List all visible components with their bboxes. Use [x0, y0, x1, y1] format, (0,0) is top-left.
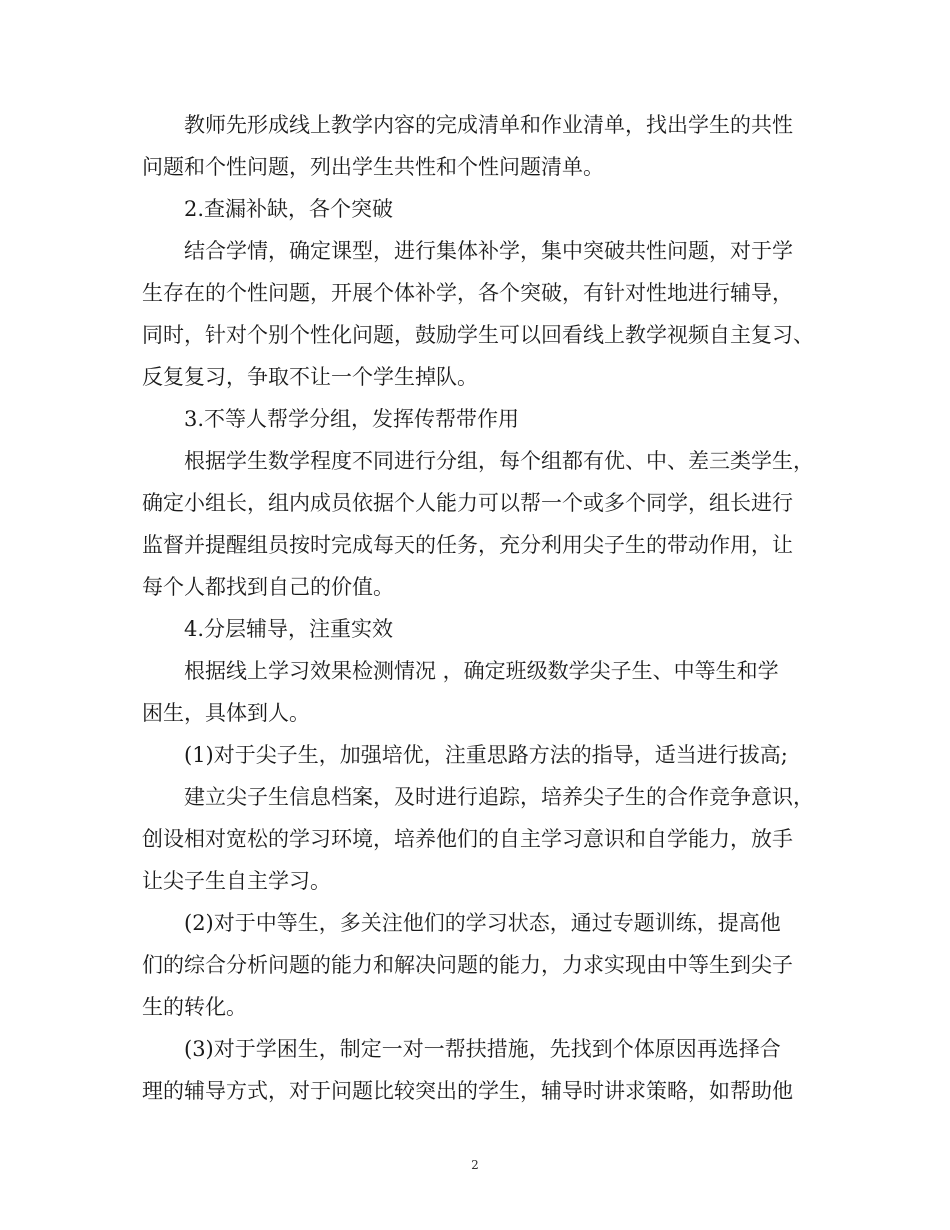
text-line: (1)对于尖子生，加强培优，注重思路方法的指导，适当进行拔高;: [184, 743, 788, 767]
text-line: 教师先形成线上教学内容的完成清单和作业清单，找出学生的共性: [184, 113, 793, 137]
body-text: [142, 104, 814, 1112]
text-line: (2)对于中等生，多关注他们的学习状态，通过专题训练，提高他: [184, 911, 781, 935]
text-line: 生的转化。: [142, 995, 247, 1019]
text-line: (3)对于学困生，制定一对一帮扶措施，先找到个体原因再选择合: [184, 1037, 781, 1061]
text-line: 创设相对宽松的学习环境，培养他们的自主学习意识和自学能力，放手: [142, 827, 793, 851]
text-line: 3.不等人帮学分组，发挥传帮带作用: [184, 407, 520, 431]
text-line: 理的辅导方式，对于问题比较突出的学生，辅导时讲求策略，如帮助他: [142, 1079, 793, 1103]
text-line: 确定小组长，组内成员依据个人能力可以帮一个或多个同学，组长进行: [142, 491, 793, 515]
text-line: 同时，针对个别个性化问题，鼓励学生可以回看线上教学视频自主复习、: [142, 323, 814, 347]
text-line: 监督并提醒组员按时完成每天的任务，充分利用尖子生的带动作用，让: [142, 533, 793, 557]
text-line: 根据线上学习效果检测情况 ，确定班级数学尖子生、中等生和学: [184, 659, 779, 683]
text-line: 反复复习，争取不让一个学生掉队。: [142, 365, 478, 389]
text-line: 困生，具体到人。: [142, 701, 310, 725]
text-line: 问题和个性问题，列出学生共性和个性问题清单。: [142, 155, 604, 179]
text-line: 建立尖子生信息档案，及时进行追踪，培养尖子生的合作竞争意识，: [184, 785, 814, 809]
page-number: 2: [471, 1158, 479, 1172]
text-line: 们的综合分析问题的能力和解决问题的能力，力求实现由中等生到尖子: [142, 953, 793, 977]
text-line: 生存在的个性问题，开展个体补学，各个突破，有针对性地进行辅导，: [142, 281, 793, 305]
text-line: 每个人都找到自己的价值。: [142, 575, 394, 599]
text-line: 4.分层辅导，注重实效: [184, 617, 394, 641]
text-line: 2.查漏补缺，各个突破: [184, 197, 394, 221]
text-line: 根据学生数学程度不同进行分组，每个组都有优、中、差三类学生，: [184, 449, 814, 473]
text-line: 让尖子生自主学习。: [142, 869, 331, 893]
text-line: 结合学情，确定课型，进行集体补学，集中突破共性问题，对于学: [184, 239, 793, 263]
